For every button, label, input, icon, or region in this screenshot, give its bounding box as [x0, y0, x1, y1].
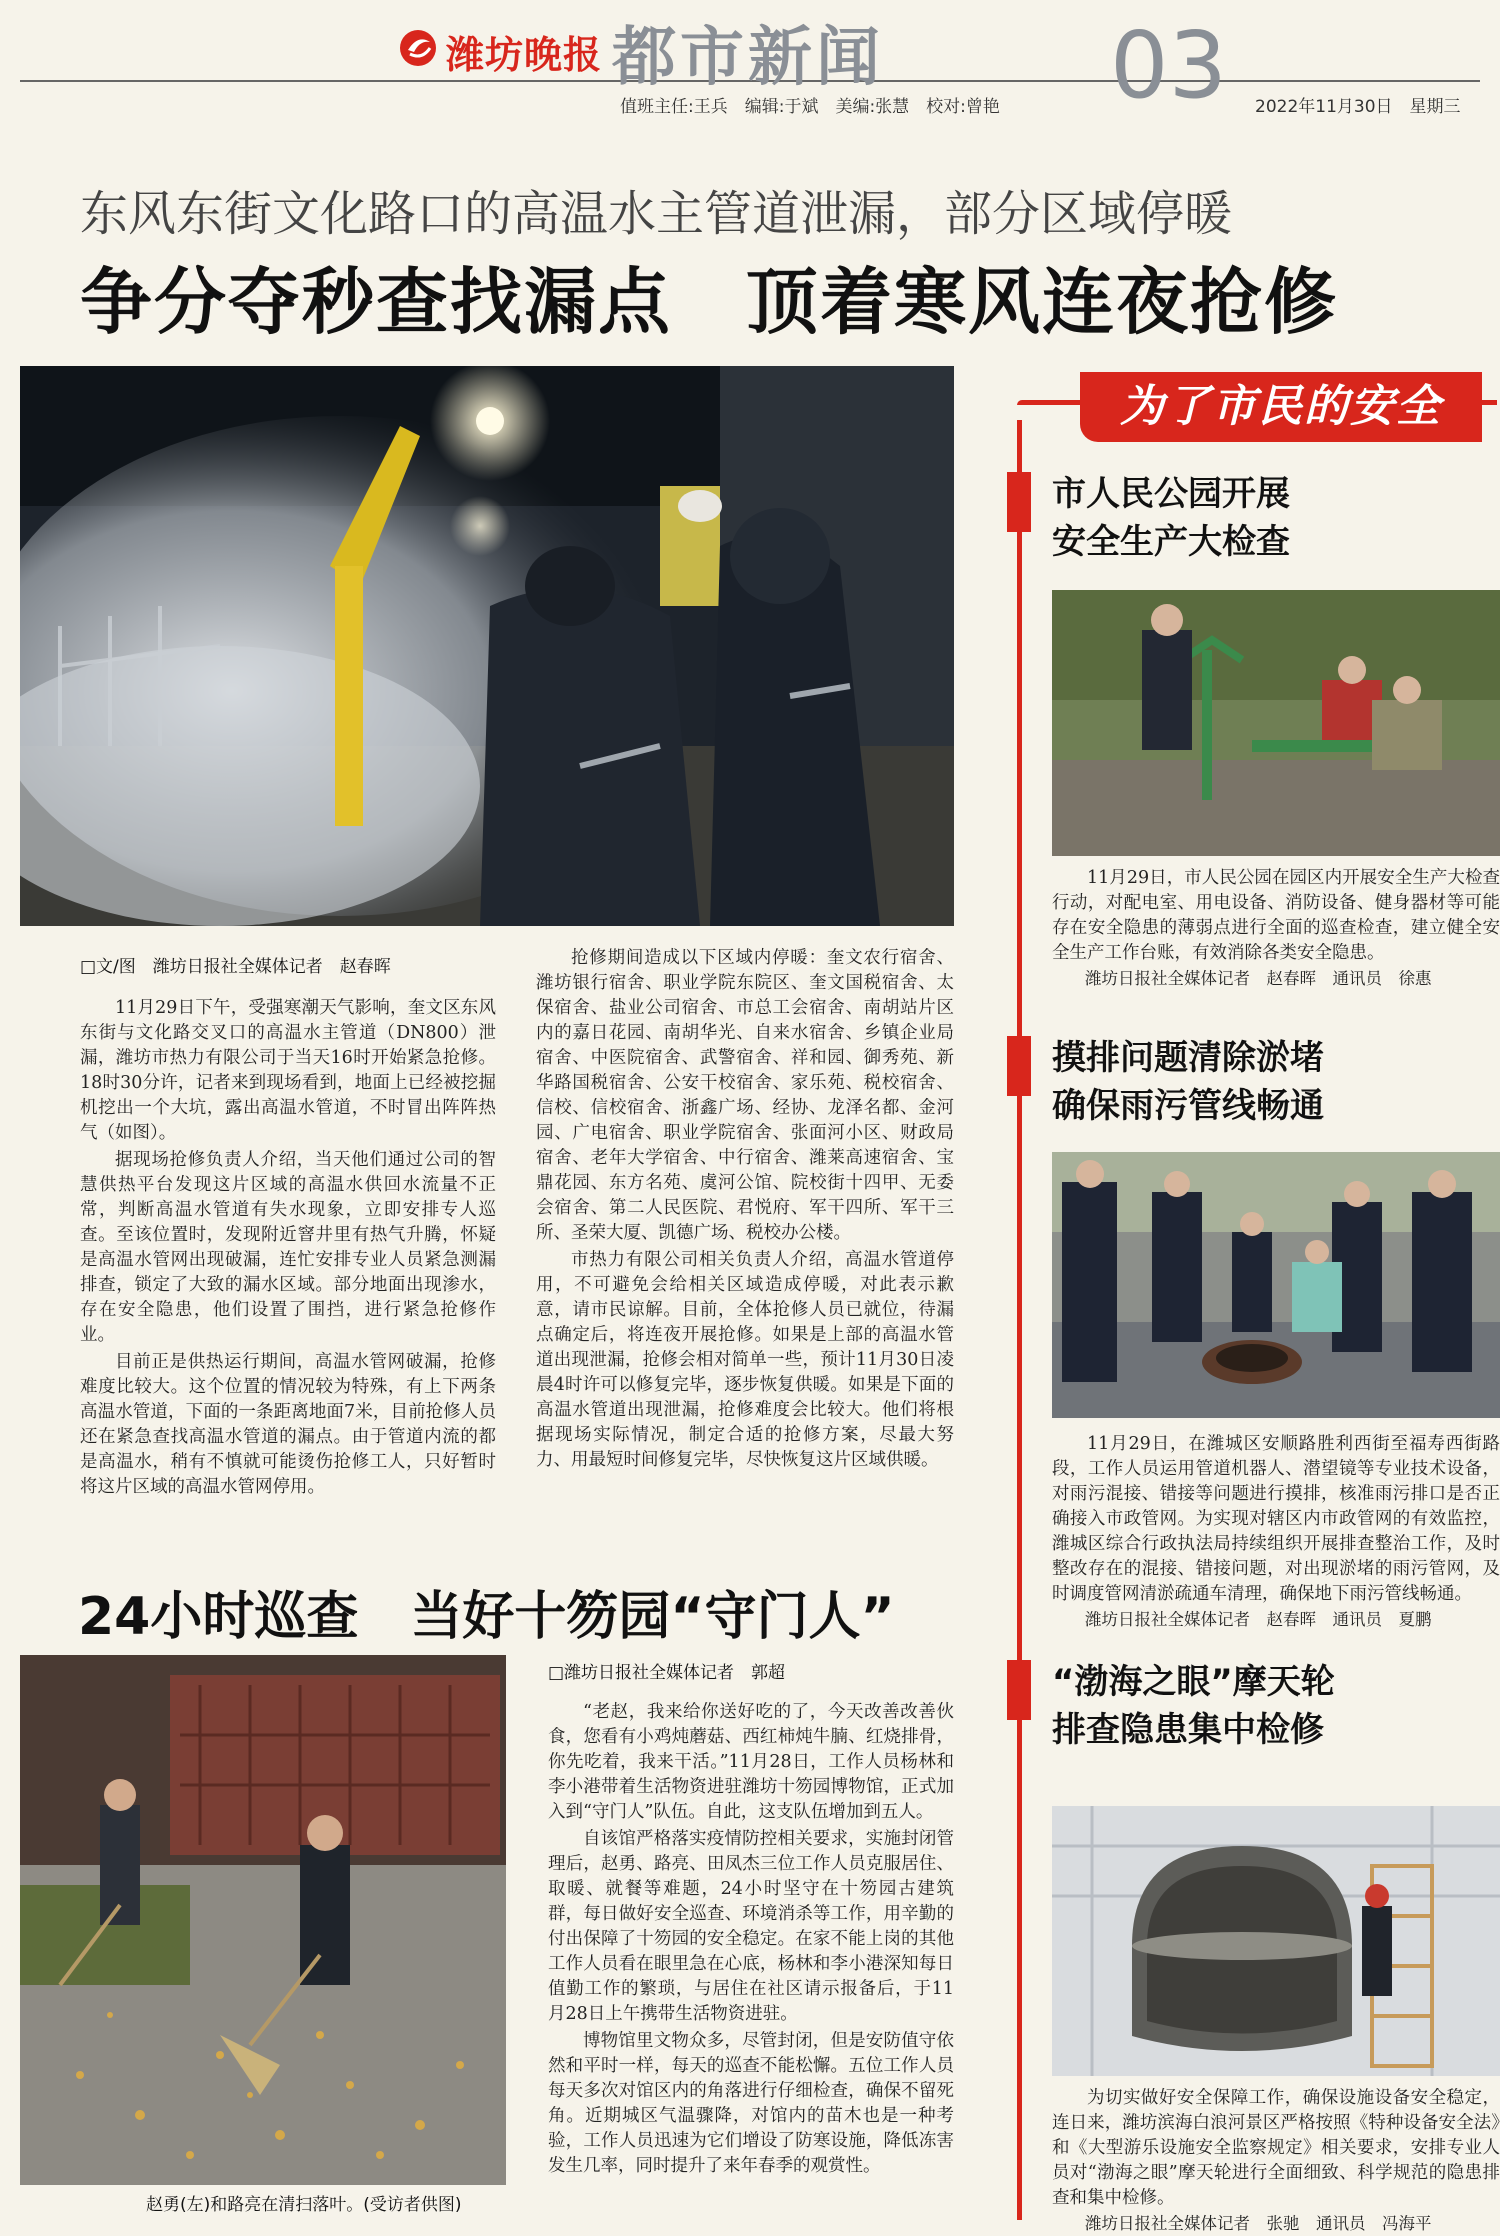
sidebar-item-2-text [1052, 1432, 1500, 1632]
lead-headline: 争分夺秒查找漏点 顶着寒风连夜抢修 [80, 260, 1339, 344]
page-number: 03 [1110, 12, 1228, 119]
lead-paragraph: 市热力有限公司相关负责人介绍，高温水管道停用，不可避免会给相关区域造成停暖，对此表示歉意，请市民谅解。目前，全体抢修人员已就位，待漏点确定后，将连夜开展抢修。如果是上部的高温水管道出现泄漏，抢修会相对简单一些，预计11月30日凌晨4时许可以修复完毕，逐步恢复供暖。如果是下面的高温水管道出现泄漏，抢修难度会比较大。他们将根据现场实际情况，制定合适的抢修方案，尽最大努力、用最短时间修复完毕，尽快恢复这片区域供暖。 [536, 1250, 954, 1470]
lead-byline: □文/图 潍坊日报社全媒体记者 赵春晖 [80, 957, 391, 977]
lead-column-1 [80, 996, 496, 1502]
sidebar-credit: 潍坊日报社全媒体记者 赵春晖 通讯员 夏鹏 [1085, 1610, 1432, 1629]
lead-photo-pipe-repair [20, 366, 954, 926]
second-byline: □潍坊日报社全媒体记者 郭超 [548, 1663, 786, 1683]
title-line: “渤海之眼”摩天轮 [1052, 1662, 1335, 1702]
lead-paragraph: 据现场抢修负责人介绍，当天他们通过公司的智慧供热平台发现这片区域的高温水供回水流量不正常，判断高温水管道有失水现象，立即安排专人巡查。至该位置时，发现附近窨井里有热气升腾，怀疑是高温水管网出现破漏，连忙安排专业人员紧急测漏排查，锁定了大致的漏水区域。部分地面出现渗水，存在安全隐患，他们设置了围挡，进行紧急抢修作业。 [80, 1150, 496, 1345]
sidebar-credit: 潍坊日报社全媒体记者 赵春晖 通讯员 徐惠 [1085, 969, 1432, 988]
sidebar-body: 11月29日，在潍城区安顺路胜利西街至福寿西街路段，工作人员运用管道机器人、潜望镜等专业技术设备，对雨污混接、错接等问题进行摸排，核准雨污排口是否正确接入市政管网。为实现对辖区内市政管网的有效监控，潍城区综合行政执法局持续组织开展排查整治工作，及时整改存在的混接、错接问题，对出现淤堵的雨污管网，及时调度管网清淤疏通车清理，确保地下雨污管线畅通。 [1052, 1434, 1500, 1604]
sidebar-item-3-text [1052, 2086, 1500, 2236]
sidebar-rule-left [1017, 420, 1022, 2220]
lead-paragraph: 抢修期间造成以下区域内停暖：奎文农行宿舍、潍坊银行宿舍、职业学院东院区、奎文国税宿舍、太保宿舍、盐业公司宿舍、市总工会宿舍、南胡站片区内的嘉日花园、南胡华光、自来水宿舍、乡镇企业局宿舍、中医院宿舍、武警宿舍、祥和园、御秀苑、新华路国税宿舍、公安干校宿舍、家乐苑、税校宿舍、信校、信校宿舍、浙鑫广场、经协、龙泽名都、金河园、广电宿舍、职业学院宿舍、张面河小区、财政局宿舍、老年大学宿舍、中行宿舍、潍莱高速宿舍、宝鼎花园、东方名苑、虞河公馆、院校街十四甲、无委会宿舍、第二人民医院、君悦府、军干四所、军干三所、圣荣大厦、凯德广场、税校办公楼。 [536, 948, 954, 1243]
title-line: 确保雨污管线畅通 [1052, 1086, 1324, 1126]
second-paragraph: “老赵，我来给你送好吃的了，今天改善改善伙食，您看有小鸡炖蘑菇、西红柿炖牛腩、红烧排骨，你先吃着，我来干活。”11月28日，工作人员杨林和李小港带着生活物资进驻潍坊十笏园博物馆，正式加入到“守门人”队伍。自此，这支队伍增加到五人。 [548, 1702, 954, 1822]
sidebar-item-marker [1007, 1036, 1031, 1096]
second-headline: 24小时巡查 当好十笏园“守门人” [78, 1587, 895, 1647]
second-paragraph: 博物馆里文物众多，尽管封闭，但是安防值守依然和平时一样，每天的巡查不能松懈。五位工作人员每天多次对馆区内的角落进行仔细检查，确保不留死角。近期城区气温骤降，对馆内的苗木也是一种考验，工作人员迅速为它们增设了防寒设施，降低冻害发生几率，同时提升了来年春季的观赏性。 [548, 2031, 954, 2176]
sidebar-photo-park-inspection [1052, 590, 1500, 856]
second-photo-sweeping [20, 1655, 506, 2185]
title-line: 排查隐患集中检修 [1052, 1710, 1324, 1750]
staff-credits: 值班主任:王兵 编辑:于斌 美编:张慧 校对:曾艳 [620, 97, 1000, 117]
second-photo-caption: 赵勇(左)和路亮在清扫落叶。(受访者供图) [146, 2195, 462, 2215]
sidebar-photo-sewer-inspection [1052, 1152, 1500, 1418]
second-paragraph: 自该馆严格落实疫情防控相关要求，实施封闭管理后，赵勇、路亮、田凤杰三位工作人员克服居住、取暖、就餐等难题，24小时坚守在十笏园古建筑群，每日做好安全巡查、环境消杀等工作，用辛勤的付出保障了十笏园的安全稳定。在家不能上岗的其他工作人员看在眼里急在心底，杨林和李小港深知每日值勤工作的繁琐，与居住在社区请示报备后，于11月28日上午携带生活物资进驻。 [548, 1829, 954, 2024]
sidebar-item-3-title [1052, 1658, 1335, 1754]
title-line: 摸排问题清除淤堵 [1052, 1038, 1324, 1078]
second-column [548, 1700, 954, 2181]
sidebar-credit: 潍坊日报社全媒体记者 张驰 通讯员 冯海平 [1085, 2214, 1432, 2233]
logo-emblem-icon [400, 30, 436, 66]
title-line: 市人民公园开展 [1052, 474, 1290, 514]
lead-paragraph: 目前正是供热运行期间，高温水管网破漏，抢修难度比较大。这个位置的情况较为特殊，有上下两条高温水管道，下面的一条距离地面7米，目前抢修人员还在紧急查找高温水管道的漏点。由于管道内流的都是高温水，稍有不慎就可能烫伤抢修工人，只好暂时将这片区域的高温水管网停用。 [80, 1352, 496, 1497]
sidebar-body: 11月29日，市人民公园在园区内开展安全生产大检查行动，对配电室、用电设备、消防设备、健身器材等可能存在安全隐患的薄弱点进行全面的巡查检查，建立健全安全生产工作台账，有效消除各类安全隐患。 [1052, 868, 1500, 963]
sidebar-item-marker [1007, 472, 1031, 532]
sidebar-body: 为切实做好安全保障工作，确保设施设备安全稳定，连日来，潍坊滨海白浪河景区严格按照《特种设备安全法》和《大型游乐设施安全监察规定》相关要求，安排专业人员对“渤海之眼”摩天轮进行全面细致、科学规范的隐患排查和集中检修。 [1052, 2088, 1500, 2208]
sidebar-item-marker [1007, 1660, 1031, 1720]
title-line: 安全生产大检查 [1052, 522, 1290, 562]
section-title: 都市新闻 [612, 21, 884, 95]
sidebar-photo-ferris-wheel [1052, 1806, 1500, 2076]
lead-subtitle: 东风东街文化路口的高温水主管道泄漏，部分区域停暖 [80, 186, 1233, 242]
sidebar-banner: 为了市民的安全 [1080, 372, 1482, 442]
lead-paragraph: 11月29日下午，受强寒潮天气影响，奎文区东风东街与文化路交叉口的高温水主管道（DN800）泄漏，潍坊市热力有限公司于当天16时开始紧急抢修。18时30分许，记者来到现场看到，地面上已经被挖掘机挖出一个大坑，露出高温水管道，不时冒出阵阵热气（如图）。 [80, 998, 496, 1143]
sidebar-item-1-text [1052, 866, 1500, 991]
newspaper-logo: 潍坊晚报 [446, 33, 603, 77]
lead-column-2 [536, 946, 954, 1475]
sidebar-item-2-title [1052, 1034, 1324, 1130]
sidebar-item-1-title [1052, 470, 1290, 566]
issue-date: 2022年11月30日 星期三 [1255, 97, 1461, 117]
